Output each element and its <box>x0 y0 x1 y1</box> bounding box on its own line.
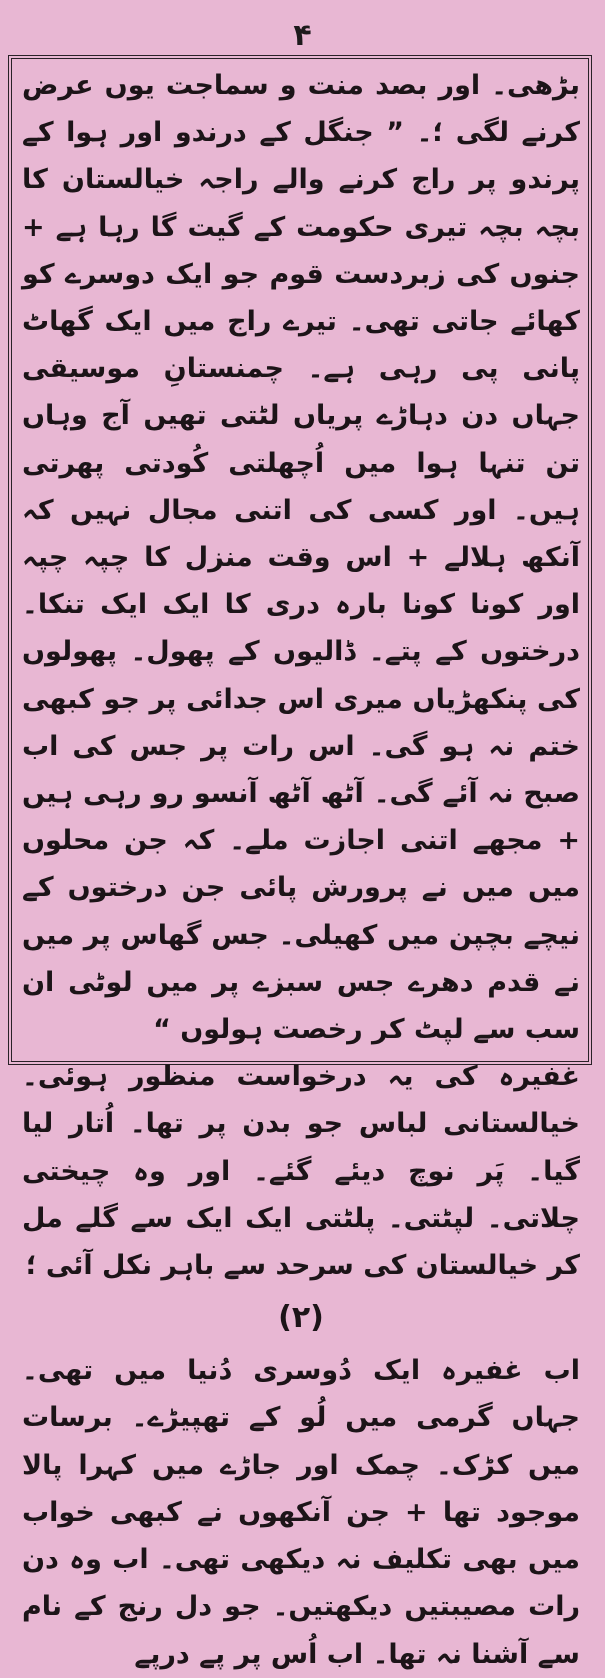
text-block <box>22 62 580 1678</box>
paragraph: غفیرہ کی یہ درخواست منظور ہوئی۔ خیالستانی لباس جو بدن پر تھا۔ اُتار لیا گیا۔ پَر نوچ دیئے گئے۔ اور وہ چیختی چلاتی۔ لپٹتی۔ پلٹتی ایک ایک سے گلے مل کر خیالستان کی سرحد سے باہر نکل آئی ؛ <box>22 1061 580 1282</box>
paragraph: بڑھی۔ اور بصد منت و سماجت یوں عرض کرنے لگی ؛۔ ” جنگل کے درندو اور ہوا کے پرندو پر راج کرنے والے راجہ خیالستان کا بچہ بچہ تیری حکومت کے گیت گا رہا ہے + جنوں کی زبردست قوم جو ایک دوسرے کو کھائے جاتی تھی۔ تیرے راج میں ایک گھاٹ پانی پی رہی ہے۔ چمنستانِ موسیقی جہاں دن دہاڑے پریاں لٹتی تھیں آج وہاں تن تنہا ہوا میں اُچھلتی کُودتی پھرتی ہیں۔ اور کسی کی اتنی مجال نہیں کہ آنکھ ہلالے + اس وقت منزل کا چپہ چپہ اور کونا کونا بارہ دری کا ایک ایک تنکا۔ درختوں کے پتے۔ ڈالیوں کے پھول۔ پھولوں کی پنکھڑیاں میری اس جدائی پر جو کبھی ختم نہ ہو گی۔ اس رات پر جس کی اب صبح نہ آئے گی۔ آٹھ آٹھ آنسو رو رہی ہیں + مجھے اتنی اجازت ملے۔ کہ جن محلوں میں میں نے پرورش پائی جن درختوں کے نیچے بچپن میں کھیلی۔ جس گھاس پر میں نے قدم دھرے جس سبزے پر میں لوٹی ان سب سے لپٹ کر رخصت ہولوں “ <box>22 70 580 1046</box>
section-heading: (۲) <box>278 1300 324 1336</box>
paragraph: اب غفیرہ ایک دُوسری دُنیا میں تھی۔ جہاں گرمی میں لُو کے تھپیڑے۔ برسات میں کڑک۔ چمک اور جاڑے میں کہرا پالا موجود تھا + جن آنکھوں نے کبھی خواب میں بھی تکلیف نہ دیکھی تھی۔ اب وہ دن رات مصیبتیں دیکھتیں۔ جو دل رنج کے نام سے آشنا نہ تھا۔ اب اُس پر پے درپے <box>22 1355 580 1670</box>
page-number: ۴ <box>293 18 312 53</box>
